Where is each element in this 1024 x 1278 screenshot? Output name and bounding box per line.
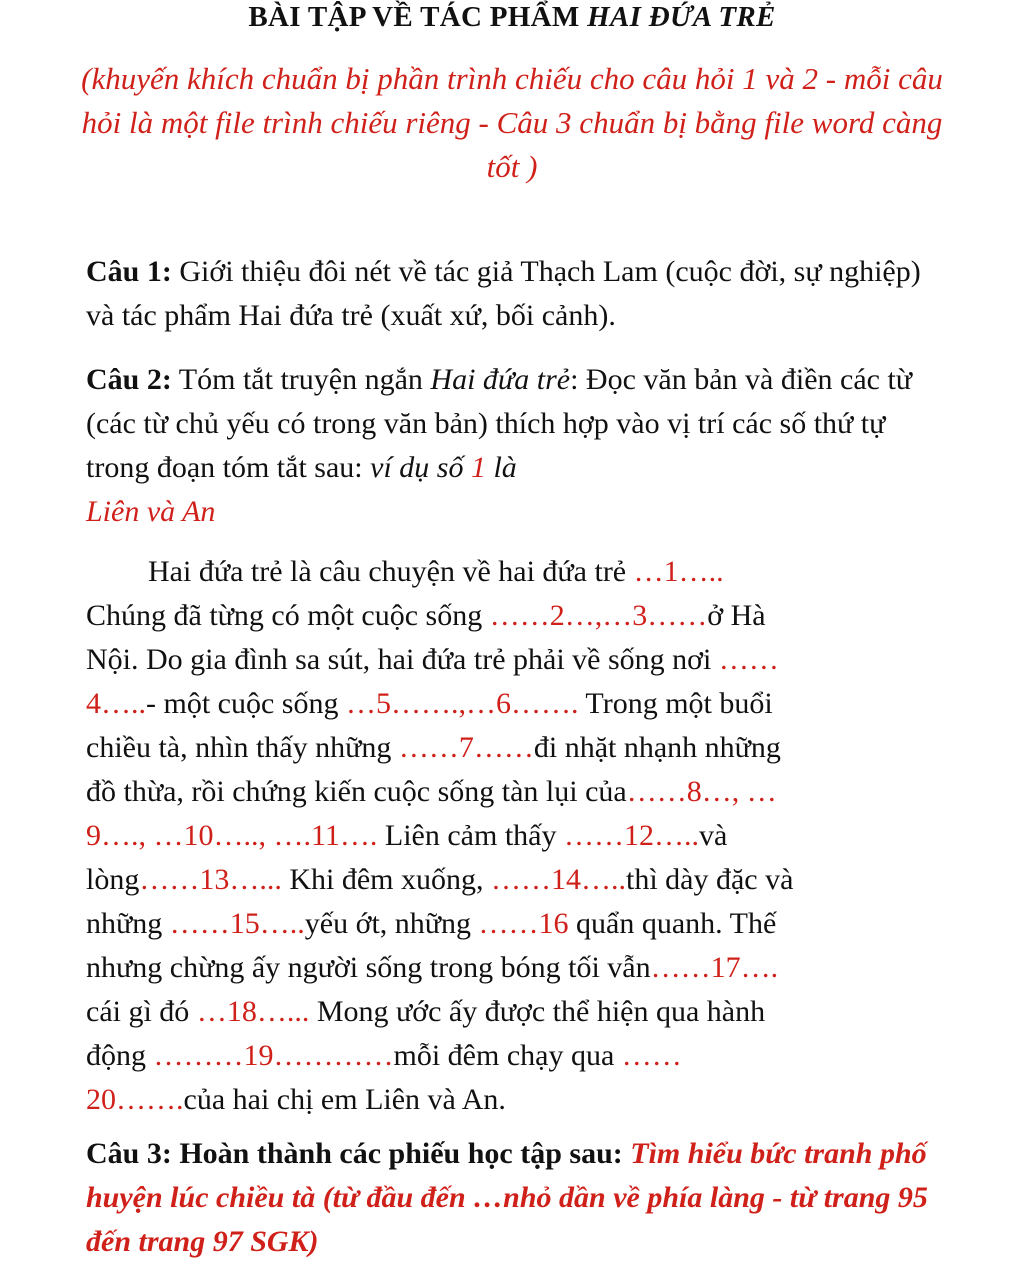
example-number: 1	[470, 451, 486, 484]
summary-line-9	[86, 902, 776, 946]
summary-text: Nội. Do gia đình sa sút, hai đứa trẻ phải về sống nơi	[86, 643, 719, 676]
summary-text: nhưng chừng ấy người sống trong bóng tối vẫn	[86, 951, 651, 984]
blank-17: ……17….	[650, 951, 779, 984]
blank-4: 4…..	[86, 687, 146, 720]
summary-text: thì dày đặc và	[626, 863, 794, 896]
blank-12: ……12…..	[563, 819, 699, 852]
summary-text: chiều tà, nhìn thấy những	[86, 731, 399, 764]
blank-14: ……14…..	[491, 863, 626, 896]
question-3	[86, 1132, 956, 1264]
question-2	[86, 358, 956, 534]
title-work: HAI ĐỨA TRẺ	[587, 1, 776, 33]
summary-line-1	[148, 550, 724, 594]
document-title	[0, 0, 1024, 34]
question-1-label: Câu 1:	[86, 255, 172, 288]
summary-line-7	[86, 814, 727, 858]
summary-text: Khi đêm xuống,	[281, 863, 491, 896]
title-main: BÀI TẬP VỀ TÁC PHẨM	[248, 1, 588, 33]
question-1-text: Giới thiệu đôi nét về tác giả Thạch Lam (cuộc đời, sự nghiệp) và tác phẩm Hai đứa trẻ (xuất xứ, bối cảnh).	[86, 255, 921, 332]
question-2-text-a: Tóm tắt truyện ngắn	[171, 363, 431, 396]
blank-4-start: ……	[718, 643, 779, 676]
question-3-label: Câu 3: Hoàn thành các phiếu học tập sau:	[86, 1137, 631, 1170]
summary-text: cái gì đó	[86, 995, 197, 1028]
summary-text: ở Hà	[707, 599, 766, 632]
summary-line-12	[86, 1034, 682, 1078]
summary-text: Liên cảm thấy	[377, 819, 564, 852]
summary-text: động	[86, 1039, 154, 1072]
blank-7: ……7……	[398, 731, 534, 764]
summary-line-8	[86, 858, 793, 902]
summary-line-5	[86, 726, 781, 770]
summary-text: Hai đứa trẻ là câu chuyện về hai đứa trẻ	[148, 555, 634, 588]
blank-16: ……16	[478, 907, 569, 940]
blank-2-3: ……2…,…3……	[489, 599, 708, 632]
summary-line-2	[86, 594, 766, 638]
blank-1: …1…..	[633, 555, 724, 588]
blank-15: ……15…..	[169, 907, 305, 940]
summary-text: - một cuộc sống	[146, 687, 346, 720]
blank-18: …18…...	[196, 995, 310, 1028]
question-2-work-title: Hai đứa trẻ	[430, 363, 571, 396]
summary-text: quẩn quanh. Thế	[568, 907, 777, 940]
summary-line-6	[86, 770, 777, 814]
question-3-task: Tìm hiểu bức tranh phố huyện lúc chiều tà (từ đầu đến …nhỏ dần về phía làng - từ trang 95 đến trang 97 SGK)	[86, 1137, 928, 1258]
instructions-note: (khuyến khích chuẩn bị phần trình chiếu cho câu hỏi 1 và 2 - mỗi câu hỏi là một file trình chiếu riêng - Câu 3 chuẩn bị bằng file word càng tốt )	[81, 61, 943, 184]
summary-line-4	[86, 682, 773, 726]
blank-20: 20…….	[86, 1083, 184, 1116]
summary-text: Mong ước ấy được thể hiện qua hành	[309, 995, 766, 1028]
summary-text: Chúng đã từng có một cuộc sống	[86, 599, 490, 632]
blank-20-start: ……	[621, 1039, 682, 1072]
summary-line-10	[86, 946, 778, 990]
summary-line-3	[86, 638, 779, 682]
question-2-label: Câu 2:	[86, 363, 172, 396]
question-2-text-b: : Đọc văn bản và điền các từ (các từ chủ yếu có trong văn bản) thích hợp vào vị trí các số thứ tự trong đoạn tóm tắt sau:	[86, 363, 913, 484]
summary-text: đồ thừa, rồi chứng kiến cuộc sống tàn lụi của	[86, 775, 627, 808]
summary-text: mỗi đêm chạy qua	[393, 1039, 622, 1072]
blank-9-10-11: 9…., …10….., ….11….	[86, 819, 378, 852]
question-1	[86, 250, 956, 338]
blank-8: ……8…, …	[626, 775, 777, 808]
summary-text: lòng	[86, 863, 140, 896]
example-tail: là	[485, 451, 517, 484]
example-answer: Liên và An	[86, 495, 216, 528]
summary-text: những	[86, 907, 170, 940]
summary-text: Trong một buổi	[578, 687, 773, 720]
summary-text: và	[698, 819, 728, 852]
blank-5-6: …5…….,…6…….	[345, 687, 579, 720]
blank-13: ……13…...	[139, 863, 282, 896]
summary-line-13	[86, 1078, 506, 1122]
summary-line-11	[86, 990, 765, 1034]
example-intro: ví dụ số	[370, 451, 471, 484]
summary-text: đi nhặt nhạnh những	[533, 731, 781, 764]
summary-text: yếu ớt, những	[304, 907, 479, 940]
blank-19: ………19…………	[153, 1039, 394, 1072]
summary-text: của hai chị em Liên và An.	[183, 1083, 506, 1116]
